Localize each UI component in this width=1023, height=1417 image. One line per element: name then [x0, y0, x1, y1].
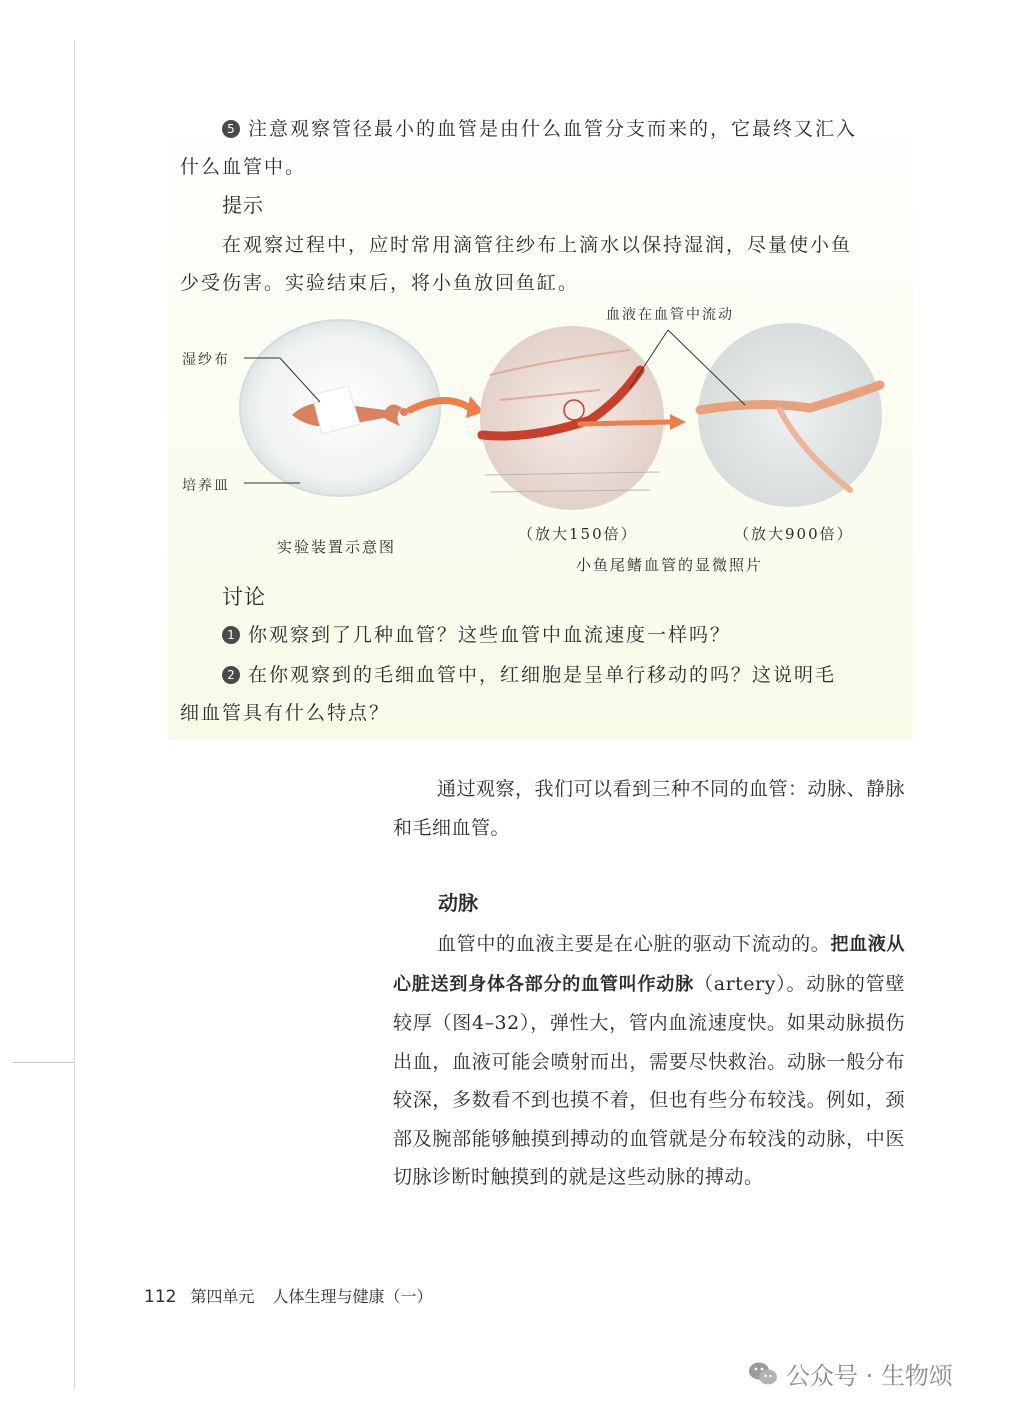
mag-900: （放大900倍） — [734, 525, 854, 543]
tip-line1: 在观察过程中，应时常用滴管往纱布上滴水以保持湿润，尽量使小鱼 — [222, 234, 853, 256]
discussion-heading: 讨论 — [222, 585, 266, 609]
footer-unit-title: 人体生理与健康（一） — [272, 1287, 433, 1306]
q2-number-badge: 2 — [222, 666, 240, 684]
step5-line2: 什么血管中。 — [180, 156, 307, 178]
caption-micro: 小鱼尾鳍血管的显微照片 — [576, 556, 764, 574]
watermark — [748, 1356, 953, 1391]
q2-line1: 在你观察到的毛细血管中，红细胞是呈单行移动的吗？这说明毛 — [248, 664, 837, 686]
footer-unit: 第四单元 — [190, 1287, 255, 1306]
wechat-icon — [748, 1361, 778, 1387]
artery-text-1: 血管中的血液主要是在心脏的驱动下流动的。 — [437, 933, 831, 955]
intro-paragraph — [393, 770, 905, 847]
page-margin-mark — [12, 1062, 74, 1063]
caption-setup: 实验装置示意图 — [277, 538, 397, 556]
artery-definition: 把血液从心脏送到身体各部分的血管叫作动脉 — [393, 934, 905, 995]
micrograph-900x — [698, 323, 882, 507]
mag-150: （放大150倍） — [518, 525, 638, 543]
q1-number-badge: 1 — [222, 626, 240, 644]
step5-text — [180, 110, 890, 186]
micrograph-150x — [480, 326, 664, 510]
label-petri-dish: 培养皿 — [182, 478, 230, 494]
step5-line1: 注意观察管径最小的血管是由什么血管分支而来的，它最终又汇入 — [248, 118, 858, 140]
watermark-text: 公众号 · 生物颂 — [786, 1362, 953, 1390]
discussion-questions — [180, 616, 890, 732]
q2-line2: 细血管具有什么特点？ — [180, 702, 391, 724]
page-binding-edge — [74, 40, 75, 1390]
artery-heading: 动脉 — [438, 891, 478, 915]
page-footer — [144, 1284, 432, 1307]
tip-text — [180, 226, 890, 302]
label-blood-flow: 血液在血管中流动 — [606, 307, 734, 323]
artery-text-2: （artery）。动脉的管壁较厚（图4–32），弹性大，管内血流速度快。如果动脉损伤出血，血液可能会喷射而出，需要尽快救治。动脉一般分布较深，多数看不到也摸不着，但也有些分布较浅。例如，颈部及腕部能够触摸到搏动的血管就是分布较浅的动脉，中医切脉诊断时触摸到的就是这些动脉的搏动。 — [393, 972, 906, 1188]
tip-line2: 少受伤害。实验结束后，将小鱼放回鱼缸。 — [180, 272, 580, 294]
q1-text: 你观察到了几种血管？这些血管中血流速度一样吗？ — [248, 624, 732, 646]
artery-paragraph — [393, 925, 905, 1197]
page-number: 112 — [144, 1287, 177, 1307]
tip-heading: 提示 — [222, 193, 264, 217]
label-wet-gauze: 湿纱布 — [182, 352, 230, 368]
intro-text: 通过观察，我们可以看到三种不同的血管：动脉、静脉和毛细血管。 — [393, 778, 906, 839]
step5-number-badge: 5 — [222, 120, 240, 138]
